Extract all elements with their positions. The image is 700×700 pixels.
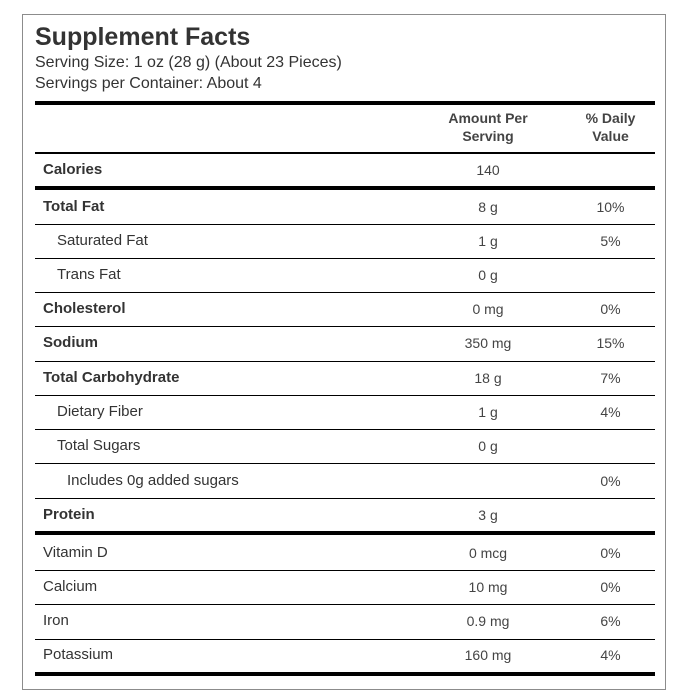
row-divider xyxy=(35,639,655,640)
row-vitamin-d-dv: 0% xyxy=(600,545,621,561)
row-vitamin-d-label: Vitamin D xyxy=(43,544,108,561)
row-dietary-fiber-amount: 1 g xyxy=(478,404,498,420)
row-dietary-fiber-label: Dietary Fiber xyxy=(57,403,143,420)
serving-size: Serving Size: 1 oz (28 g) (About 23 Pieces) xyxy=(35,54,342,71)
divider-calories xyxy=(35,186,655,190)
row-protein-amount: 3 g xyxy=(478,507,498,523)
row-divider xyxy=(35,498,655,499)
row-total-sugars-amount: 0 g xyxy=(478,438,498,454)
row-total-sugars-label: Total Sugars xyxy=(57,437,141,454)
divider-top xyxy=(35,101,655,105)
divider-bottom xyxy=(35,672,655,676)
row-cholesterol-amount: 0 mg xyxy=(472,301,504,317)
row-added-sugars-label: Includes 0g added sugars xyxy=(67,472,239,489)
row-protein-label: Protein xyxy=(43,506,95,523)
row-iron-dv: 6% xyxy=(600,613,621,629)
row-iron-amount: 0.9 mg xyxy=(466,613,510,629)
row-calcium-amount: 10 mg xyxy=(468,579,508,595)
row-divider xyxy=(35,326,655,327)
row-calories-label: Calories xyxy=(43,161,103,178)
row-potassium-amount: 160 mg xyxy=(464,647,512,663)
row-total-carbohydrate-label: Total Carbohydrate xyxy=(43,369,180,386)
row-sodium-dv: 15% xyxy=(596,335,625,351)
divider-protein xyxy=(35,531,655,535)
row-vitamin-d-amount: 0 mcg xyxy=(468,545,508,561)
row-iron-label: Iron xyxy=(43,612,69,629)
row-saturated-fat-dv: 5% xyxy=(600,233,621,249)
row-divider xyxy=(35,429,655,430)
row-trans-fat-label: Trans Fat xyxy=(57,266,121,283)
row-cholesterol-dv: 0% xyxy=(600,301,621,317)
row-total-fat-label: Total Fat xyxy=(43,198,105,215)
row-trans-fat-amount: 0 g xyxy=(478,267,498,283)
row-calcium-dv: 0% xyxy=(600,579,621,595)
row-saturated-fat-amount: 1 g xyxy=(478,233,498,249)
row-divider xyxy=(35,395,655,396)
supplement-facts-panel xyxy=(22,14,666,690)
row-calories-amount: 140 xyxy=(476,162,500,178)
row-divider xyxy=(35,258,655,259)
row-total-fat-dv: 10% xyxy=(596,199,625,215)
panel-title: Supplement Facts xyxy=(35,23,251,51)
row-added-sugars-dv: 0% xyxy=(600,473,621,489)
row-total-carbohydrate-amount: 18 g xyxy=(474,370,502,386)
row-divider xyxy=(35,463,655,464)
row-divider xyxy=(35,224,655,225)
row-sodium-label: Sodium xyxy=(43,334,98,351)
row-total-carbohydrate-dv: 7% xyxy=(600,370,621,386)
row-total-fat-amount: 8 g xyxy=(478,199,498,215)
row-divider xyxy=(35,570,655,571)
row-divider xyxy=(35,292,655,293)
header-amount-per-serving: Amount Per Serving xyxy=(448,110,528,144)
row-divider xyxy=(35,604,655,605)
row-potassium-dv: 4% xyxy=(600,647,621,663)
servings-per-container: Servings per Container: About 4 xyxy=(35,75,262,92)
divider-header xyxy=(35,152,655,154)
row-dietary-fiber-dv: 4% xyxy=(600,404,621,420)
row-cholesterol-label: Cholesterol xyxy=(43,300,126,317)
row-sodium-amount: 350 mg xyxy=(464,335,512,351)
row-potassium-label: Potassium xyxy=(43,646,114,663)
row-saturated-fat-label: Saturated Fat xyxy=(57,232,148,249)
row-calcium-label: Calcium xyxy=(43,578,98,595)
row-divider xyxy=(35,361,655,362)
header-daily-value: % Daily Value xyxy=(585,110,636,144)
